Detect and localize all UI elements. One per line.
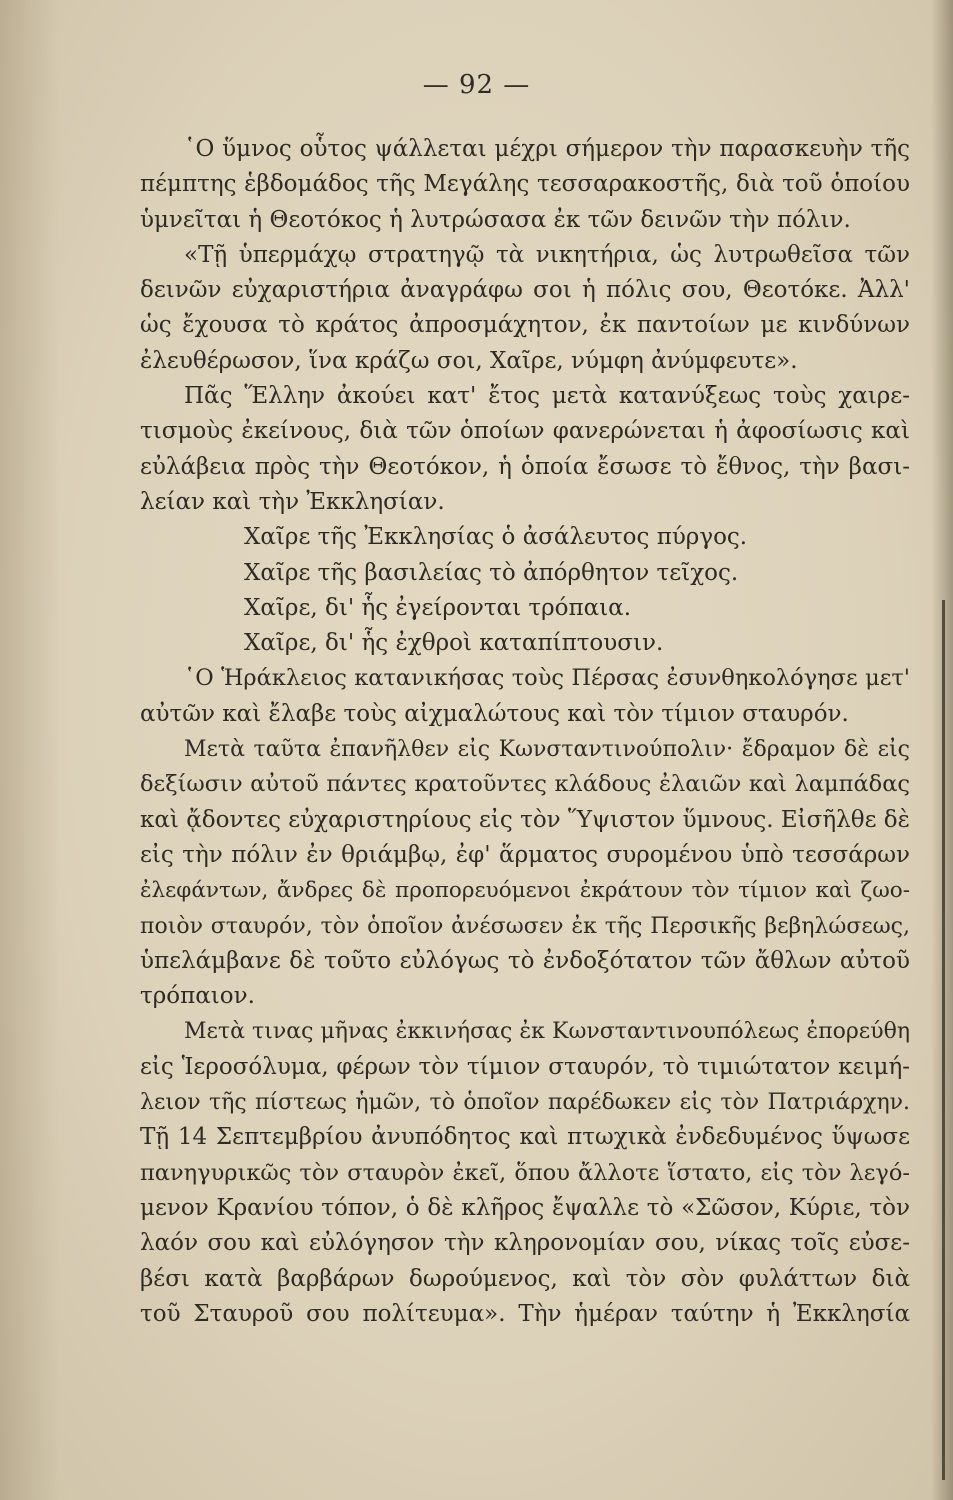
- text-line: λαόν σου καὶ εὐλόγησον τὴν κληρονομίαν σου, νίκας τοῖς εὐσε-: [140, 1230, 910, 1257]
- text-line: βέσι κατὰ βαρβάρων δωρούμενος, καὶ τὸν σὸν φυλάττων διὰ: [140, 1265, 910, 1292]
- text-line: ῾Ο Ἡράκλειος κατανικήσας τοὺς Πέρσας ἐσυνθηκολόγησε μετ': [184, 665, 910, 692]
- text-line: Πᾶς Ἕλλην ἀκούει κατ' ἔτος μετὰ κατανύξεως τοὺς χαιρε-: [184, 383, 910, 410]
- spine-shadow: [0, 0, 60, 1500]
- text-line: εἰς Ἱεροσόλυμα, φέρων τὸν τίμιον σταυρόν, τὸ τιμιώτατον κειμή-: [140, 1053, 910, 1080]
- text-line: εἰς τὴν πόλιν ἐν θριάμβῳ, ἐφ' ἅρματος συρομένου ὑπὸ τεσσάρων: [140, 841, 910, 868]
- text-line: τρόπαιον.: [140, 983, 255, 1010]
- text-line: Μετὰ τινας μῆνας ἐκκινήσας ἐκ Κωνσταντινουπόλεως ἐπορεύθη: [184, 1019, 910, 1045]
- text-line: ποιὸν σταυρόν, τὸν ὁποῖον ἀνέσωσεν ἐκ τῆς Περσικῆς βεβηλώσεως,: [140, 913, 910, 939]
- text-line: Χαῖρε, δι' ἧς ἐγείρονται τρόπαια.: [244, 594, 632, 621]
- text-line: ἐλεφάντων, ἄνδρες δὲ προπορευόμενοι ἐκράτουν τὸν τίμιον καὶ ζωο-: [140, 878, 910, 904]
- body-text: [140, 132, 910, 1332]
- page-edge-rule: [942, 600, 945, 1480]
- text-line: ῾Ο ὕμνος οὗτος ψάλλεται μέχρι σήμερον τὴν παρασκευὴν τῆς: [184, 136, 910, 162]
- text-line: πανηγυρικῶς τὸν σταυρὸν ἐκεῖ, ὅπου ἄλλοτε ἵστατο, εἰς τὸν λεγό-: [140, 1159, 910, 1186]
- text-line: ὡς ἔχουσα τὸ κράτος ἀπροσμάχητον, ἐκ παντοίων με κινδύνων: [140, 312, 910, 339]
- page-number: — 92 —: [422, 70, 531, 100]
- text-line: εὐλάβεια πρὸς τὴν Θεοτόκον, ἡ ὁποία ἔσωσε τὸ ἔθνος, τὴν βασι-: [140, 453, 910, 480]
- text-line: δεινῶν εὐχαριστήρια ἀναγράφω σοι ἡ πόλις σου, Θεοτόκε. Ἀλλ': [140, 277, 910, 304]
- text-line: δεξίωσιν αὐτοῦ πάντες κρατοῦντες κλάδους ἐλαιῶν καὶ λαμπάδας: [140, 771, 910, 798]
- text-line: τισμοὺς ἐκείνους, διὰ τῶν ὁποίων φανερώνεται ἡ ἀφοσίωσις καὶ: [140, 418, 910, 445]
- text-line: λείαν καὶ τὴν Ἐκκλησίαν.: [140, 488, 445, 515]
- text-line: «Τῇ ὑπερμάχῳ στρατηγῷ τὰ νικητήρια, ὡς λυτρωθεῖσα τῶν: [184, 241, 910, 268]
- text-line: αὐτῶν καὶ ἔλαβε τοὺς αἰχμαλώτους καὶ τὸν τίμιον σταυρόν.: [140, 700, 849, 727]
- text-line: Τῇ 14 Σεπτεμβρίου ἀνυπόδητος καὶ πτωχικὰ ἐνδεδυμένος ὕψωσε: [140, 1124, 910, 1151]
- text-line: ἐλευθέρωσον, ἵνα κράζω σοι, Χαῖρε, νύμφη ἀνύμφευτε».: [140, 347, 798, 374]
- text-line: ὑπελάμβανε δὲ τοῦτο εὐλόγως τὸ ἐνδοξότατον τῶν ἄθλων αὐτοῦ: [140, 947, 910, 974]
- text-line: Χαῖρε τῆς βασιλείας τὸ ἀπόρθητον τεῖχος.: [244, 559, 739, 586]
- text-line: καὶ ᾄδοντες εὐχαριστηρίους εἰς τὸν Ὕψιστον ὕμνους. Εἰσῆλθε δὲ: [140, 806, 910, 833]
- text-line: Χαῖρε τῆς Ἐκκλησίας ὁ ἀσάλευτος πύργος.: [244, 524, 748, 551]
- text-line: τοῦ Σταυροῦ σου πολίτευμα». Τὴν ἡμέραν ταύτην ἡ Ἐκκλησία: [140, 1300, 910, 1327]
- text-line: λειον τῆς πίστεως ἡμῶν, τὸ ὁποῖον παρέδωκεν εἰς τὸν Πατριάρχην.: [140, 1090, 910, 1116]
- text-line: Μετὰ ταῦτα ἐπανῆλθεν εἰς Κωνσταντινούπολιν· ἔδραμον δὲ εἰς: [184, 737, 910, 763]
- text-line: πέμπτης ἑβδομάδος τῆς Μεγάλης τεσσαρακοστῆς, διὰ τοῦ ὁποίου: [140, 171, 910, 198]
- text-line: μενον Κρανίου τόπον, ὁ δὲ κλῆρος ἔψαλλε τὸ «Σῶσον, Κύριε, τὸν: [140, 1194, 910, 1221]
- text-line: Χαῖρε, δι' ἧς ἐχθροὶ καταπίπτουσιν.: [244, 630, 664, 657]
- text-line: ὑμνεῖται ἡ Θεοτόκος ἡ λυτρώσασα ἐκ τῶν δεινῶν τὴν πόλιν.: [140, 206, 851, 233]
